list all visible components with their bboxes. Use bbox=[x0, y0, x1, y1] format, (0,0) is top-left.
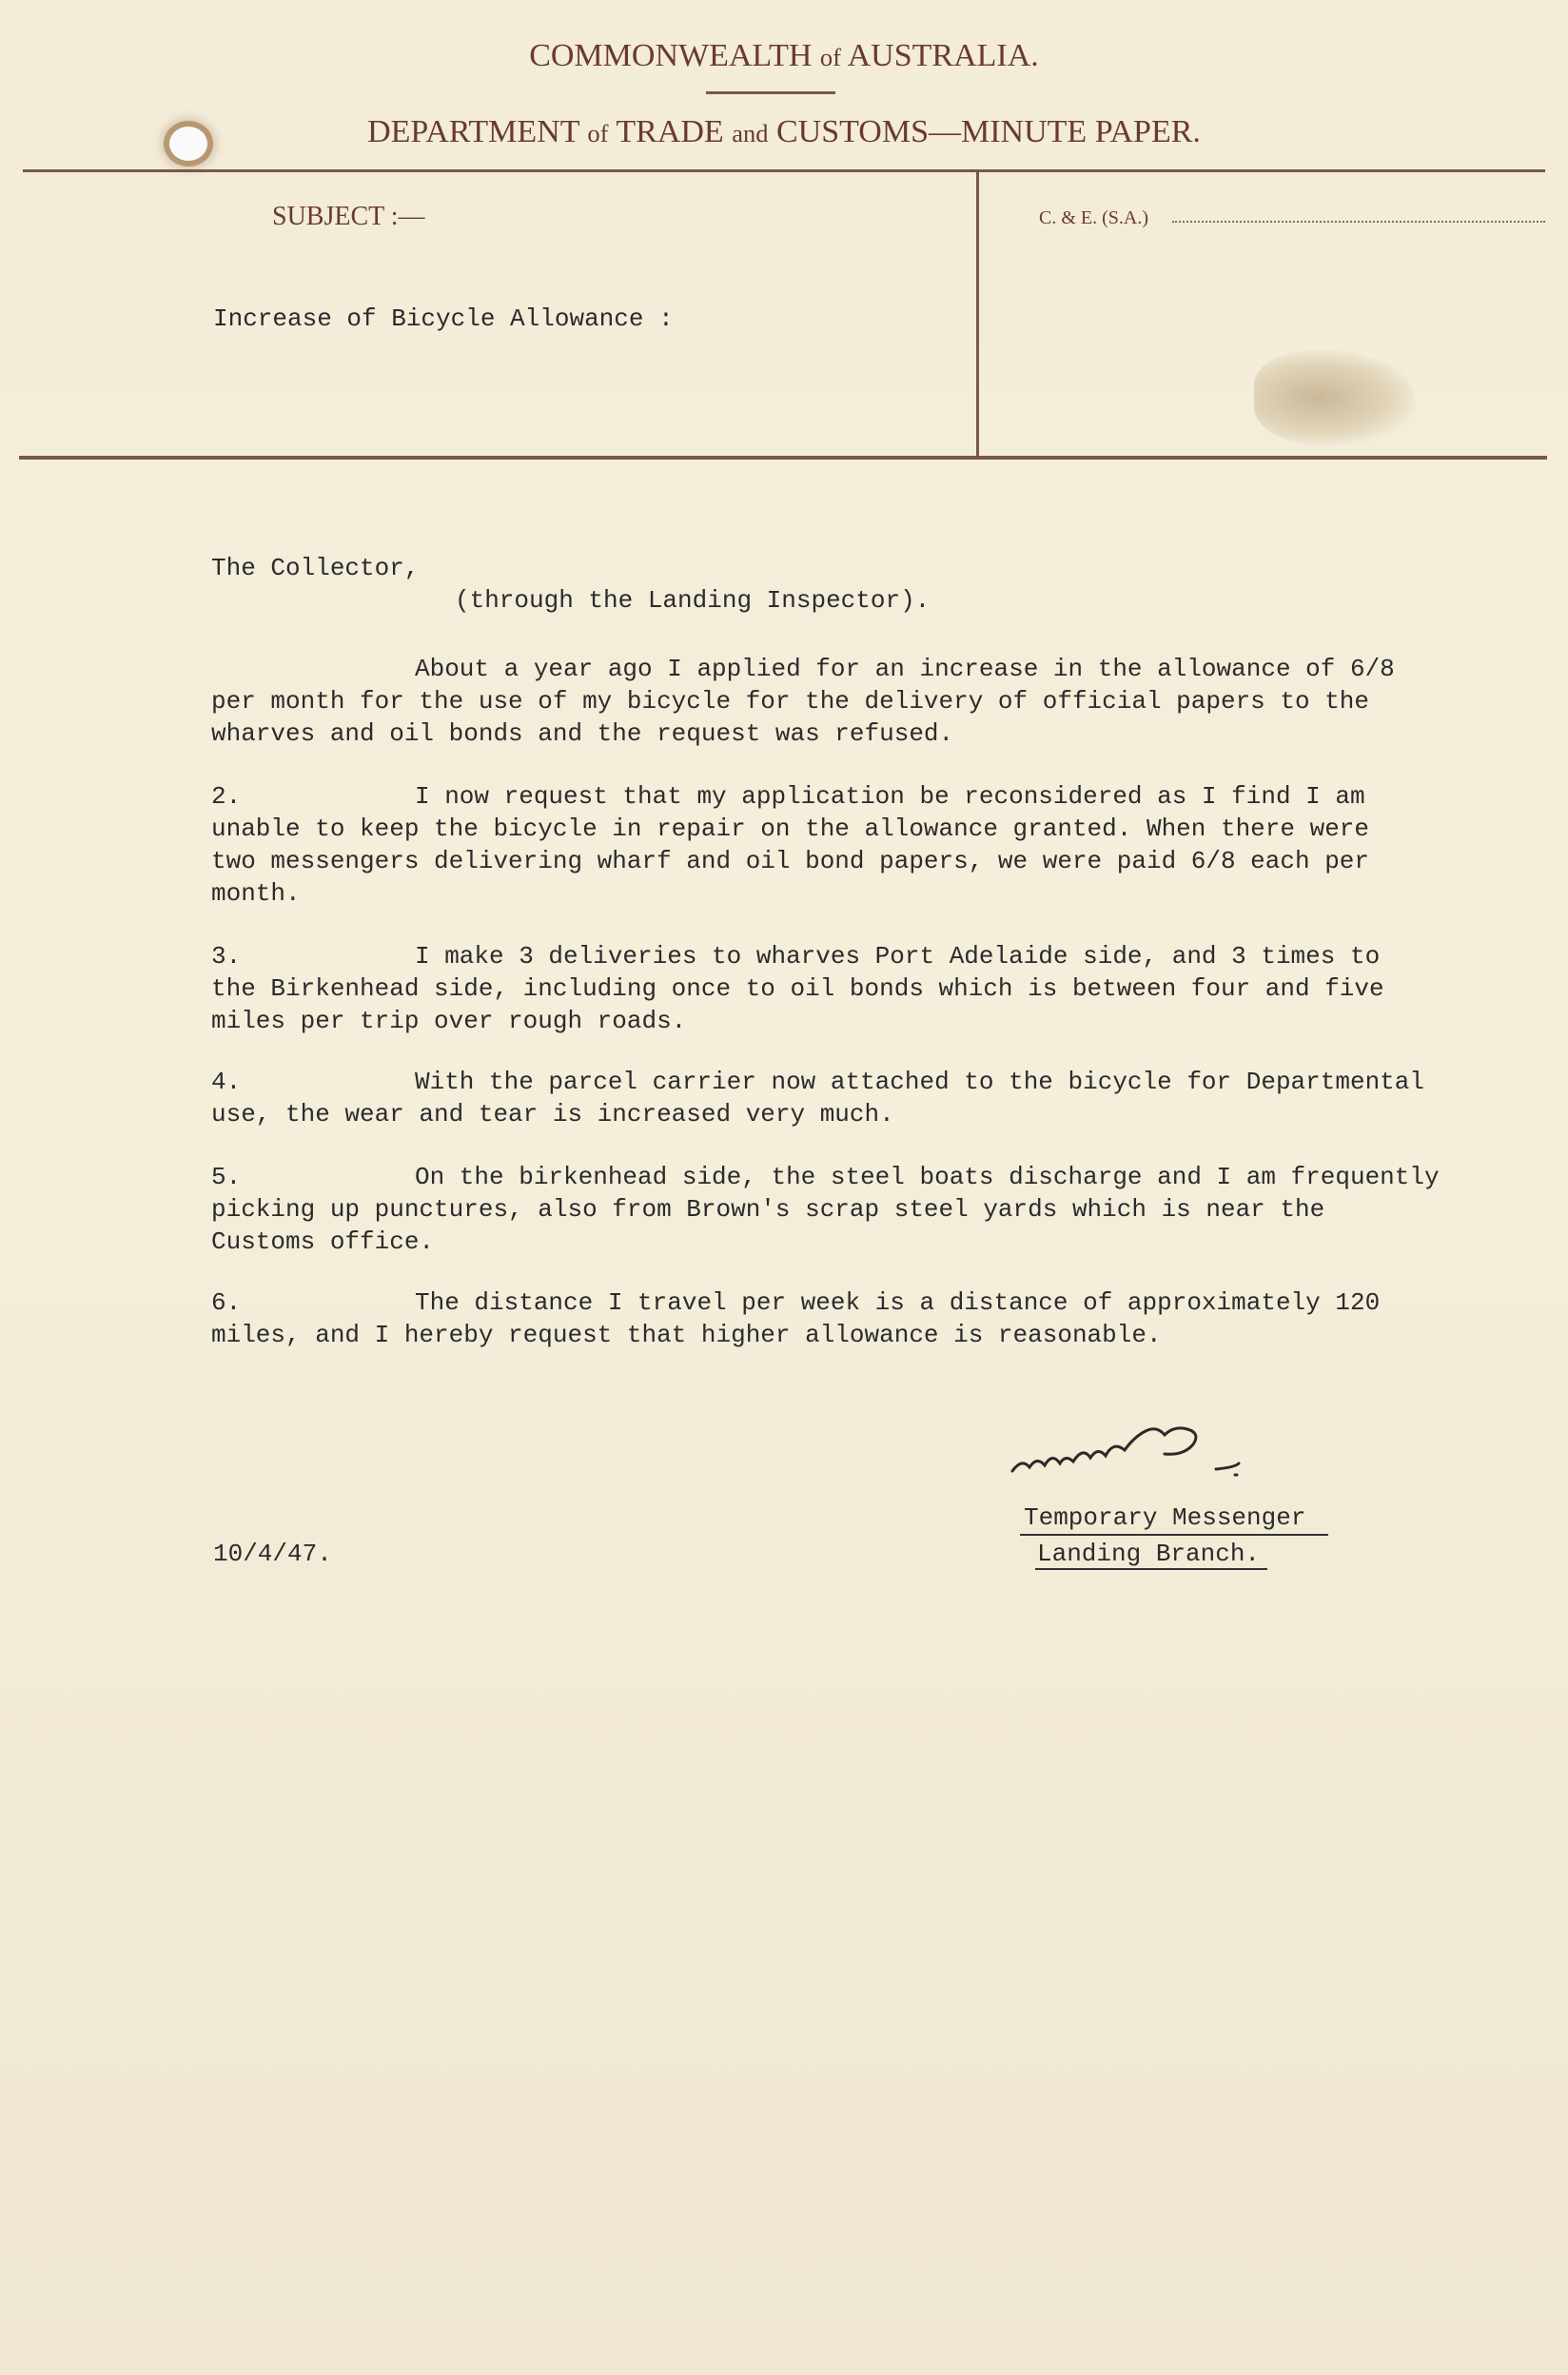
paragraph-4-number: 4. bbox=[211, 1068, 242, 1096]
signature-title-2: Landing Branch. bbox=[1037, 1540, 1261, 1568]
addressee-via: (through the Landing Inspector). bbox=[455, 586, 931, 615]
vertical-box-divider bbox=[976, 171, 979, 459]
letterhead-australia: AUSTRALIA. bbox=[847, 38, 1039, 73]
paragraph-5-line-3: Customs office. bbox=[211, 1227, 435, 1256]
paragraph-3-line-3: miles per trip over rough roads. bbox=[211, 1007, 687, 1035]
reference-label: C. & E. (S.A.) bbox=[1039, 207, 1148, 228]
paragraph-6-number: 6. bbox=[211, 1288, 242, 1317]
paragraph-5-line-2: picking up punctures, also from Brown's scrap steel yards which is near the bbox=[211, 1195, 1325, 1224]
signature-title-1: Temporary Messenger bbox=[1024, 1503, 1306, 1532]
letterhead-short-rule bbox=[706, 91, 835, 94]
paragraph-1-line-1: About a year ago I applied for an increase in the allowance of 6/8 bbox=[415, 655, 1395, 683]
top-box-rule bbox=[23, 169, 1545, 172]
letter-date: 10/4/47. bbox=[213, 1540, 332, 1568]
paragraph-2-number: 2. bbox=[211, 782, 242, 811]
paragraph-6-line-2: miles, and I hereby request that higher allowance is reasonable. bbox=[211, 1321, 1162, 1349]
signature-title-2-underline bbox=[1035, 1568, 1267, 1570]
paragraph-2-line-2: unable to keep the bicycle in repair on the allowance granted. When there were bbox=[211, 815, 1369, 843]
paragraph-3-line-2: the Birkenhead side, including once to oil bonds which is between four and five bbox=[211, 974, 1384, 1003]
letterhead-department: DEPARTMENT bbox=[367, 114, 579, 149]
letterhead-line2 bbox=[0, 114, 1568, 150]
paragraph-2-line-1: I now request that my application be reconsidered as I find I am bbox=[415, 782, 1365, 811]
reference-dotted-line bbox=[1172, 221, 1545, 223]
letterhead-trade: TRADE bbox=[616, 114, 724, 149]
letterhead-customs-minute-paper: CUSTOMS—MINUTE PAPER. bbox=[776, 114, 1201, 149]
letterhead-of-2: of bbox=[587, 119, 609, 147]
paragraph-2-line-4: month. bbox=[211, 879, 301, 908]
letterhead-of-1: of bbox=[819, 43, 841, 71]
subject-label: SUBJECT :— bbox=[272, 202, 425, 231]
paragraph-3-line-1: I make 3 deliveries to wharves Port Adelaide side, and 3 times to bbox=[415, 942, 1381, 971]
paragraph-1-line-2: per month for the use of my bicycle for the delivery of official papers to the bbox=[211, 687, 1369, 716]
paragraph-6-line-1: The distance I travel per week is a distance of approximately 120 bbox=[415, 1288, 1381, 1317]
paragraph-5-number: 5. bbox=[211, 1163, 242, 1191]
paragraph-4-line-2: use, the wear and tear is increased very much. bbox=[211, 1100, 894, 1129]
paragraph-4-line-1: With the parcel carrier now attached to the bicycle for Departmental bbox=[415, 1068, 1424, 1096]
signature-title-1-underline bbox=[1020, 1534, 1328, 1536]
subject-text: Increase of Bicycle Allowance : bbox=[213, 304, 674, 333]
addressee: The Collector, bbox=[211, 554, 420, 582]
paper-stain bbox=[1254, 350, 1416, 445]
bottom-box-rule bbox=[19, 456, 1547, 460]
letterhead-commonwealth: COMMONWEALTH bbox=[529, 38, 813, 73]
handwritten-signature bbox=[1007, 1425, 1283, 1492]
paragraph-3-number: 3. bbox=[211, 942, 242, 971]
letterhead-and: and bbox=[732, 119, 769, 147]
paragraph-2-line-3: two messengers delivering wharf and oil bond papers, we were paid 6/8 each per bbox=[211, 847, 1369, 875]
paragraph-1-line-3: wharves and oil bonds and the request was refused. bbox=[211, 719, 954, 748]
paragraph-5-line-1: On the birkenhead side, the steel boats discharge and I am frequently bbox=[415, 1163, 1440, 1191]
letterhead-line1 bbox=[0, 38, 1568, 74]
punch-hole bbox=[169, 127, 207, 161]
